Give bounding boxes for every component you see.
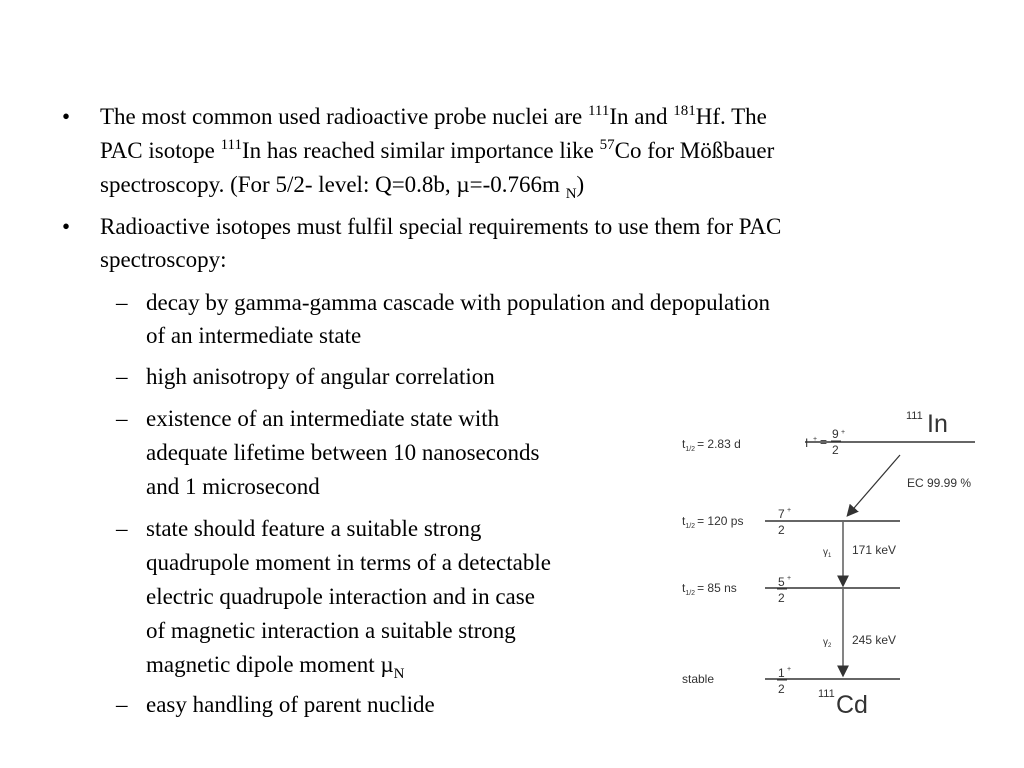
gamma1-label: $\gamma_1$ <box>823 547 832 559</box>
sub-item-3-line-3: and 1 microsecond <box>146 474 320 499</box>
bullet-1-line-2: PAC isotope $^{111}$In has reached similar importance like $^{57}$Co for Mößbauer <box>100 137 775 163</box>
bullet-marker: • <box>62 104 71 129</box>
sub-item-4-line-1: state should feature a suitable strong <box>146 516 482 541</box>
spin-denominator: 2 <box>832 443 839 457</box>
svg-text:+: + <box>787 666 792 673</box>
sub-item-4-line-5: magnetic dipole moment µ$_N$ <box>146 652 405 682</box>
sub-item-4-line-3: electric quadrupole interaction and in case <box>146 584 535 609</box>
halflife-stable: stable <box>682 672 715 686</box>
dash-marker: – <box>116 406 128 431</box>
dash-marker: – <box>116 692 128 717</box>
sub-item-2-line-1: high anisotropy of angular correlation <box>146 364 495 389</box>
daughter-symbol: Cd <box>836 691 868 719</box>
spin-parity: + <box>813 436 818 443</box>
gamma2-label: $\gamma_2$ <box>823 637 832 649</box>
gamma1-energy: 171 keV <box>852 543 897 557</box>
svg-text:+: + <box>841 429 846 436</box>
spin-denominator: 2 <box>778 682 785 696</box>
halflife-label: $t_{1/2} = 2.83$ d <box>682 437 741 453</box>
spin-numerator: 5 <box>778 575 785 589</box>
sub-item-3-line-2: adequate lifetime between 10 nanoseconds <box>146 440 540 465</box>
bullet-marker: • <box>62 214 71 239</box>
parent-symbol: In <box>927 410 948 438</box>
halflife-label: $t_{1/2} = 120$ ps <box>682 514 744 530</box>
ec-label: EC 99.99 % <box>907 476 972 490</box>
daughter-mass: 111 <box>818 688 835 700</box>
dash-marker: – <box>116 290 128 315</box>
svg-text:=: = <box>820 435 828 449</box>
sub-item-1-line-1: decay by gamma-gamma cascade with population and depopulation <box>146 290 770 315</box>
bullet-2-line-2: spectroscopy: <box>100 247 227 272</box>
bullet-1-line-3: spectroscopy. (For 5/2- level: Q=0.8b, µ=-0.766m $_N$) <box>100 172 585 202</box>
bullet-2-line-1: Radioactive isotopes must fulfil special requirements to use them for PAC <box>100 214 782 239</box>
spin-prefix: I <box>805 436 809 450</box>
sub-item-1-line-2: of an intermediate state <box>146 323 362 348</box>
sub-item-4-line-2: quadrupole moment in terms of a detectable <box>146 550 551 575</box>
spin-numerator: 7 <box>778 507 785 521</box>
dash-marker: – <box>116 364 128 389</box>
spin-denominator: 2 <box>778 523 785 537</box>
svg-text:+: + <box>787 575 792 582</box>
sub-item-4-line-4: of magnetic interaction a suitable strong <box>146 618 516 643</box>
spin-numerator: 1 <box>778 666 785 680</box>
gamma2-energy: 245 keV <box>852 633 897 647</box>
parent-mass: 111 <box>906 410 923 422</box>
sub-item-5-line-1: easy handling of parent nuclide <box>146 692 435 717</box>
sub-item-3-line-1: existence of an intermediate state with <box>146 406 500 431</box>
bullet-1-line-1: The most common used radioactive probe nuclei are $^{111}$In and $^{181}$Hf. The <box>100 103 767 129</box>
svg-text:+: + <box>787 507 792 514</box>
ec-arrow <box>848 455 900 515</box>
spin-numerator: 9 <box>832 427 839 441</box>
halflife-label: $t_{1/2} = 85$ ns <box>682 581 737 597</box>
decay-scheme-diagram <box>670 395 1010 725</box>
spin-denominator: 2 <box>778 591 785 605</box>
dash-marker: – <box>116 516 128 541</box>
